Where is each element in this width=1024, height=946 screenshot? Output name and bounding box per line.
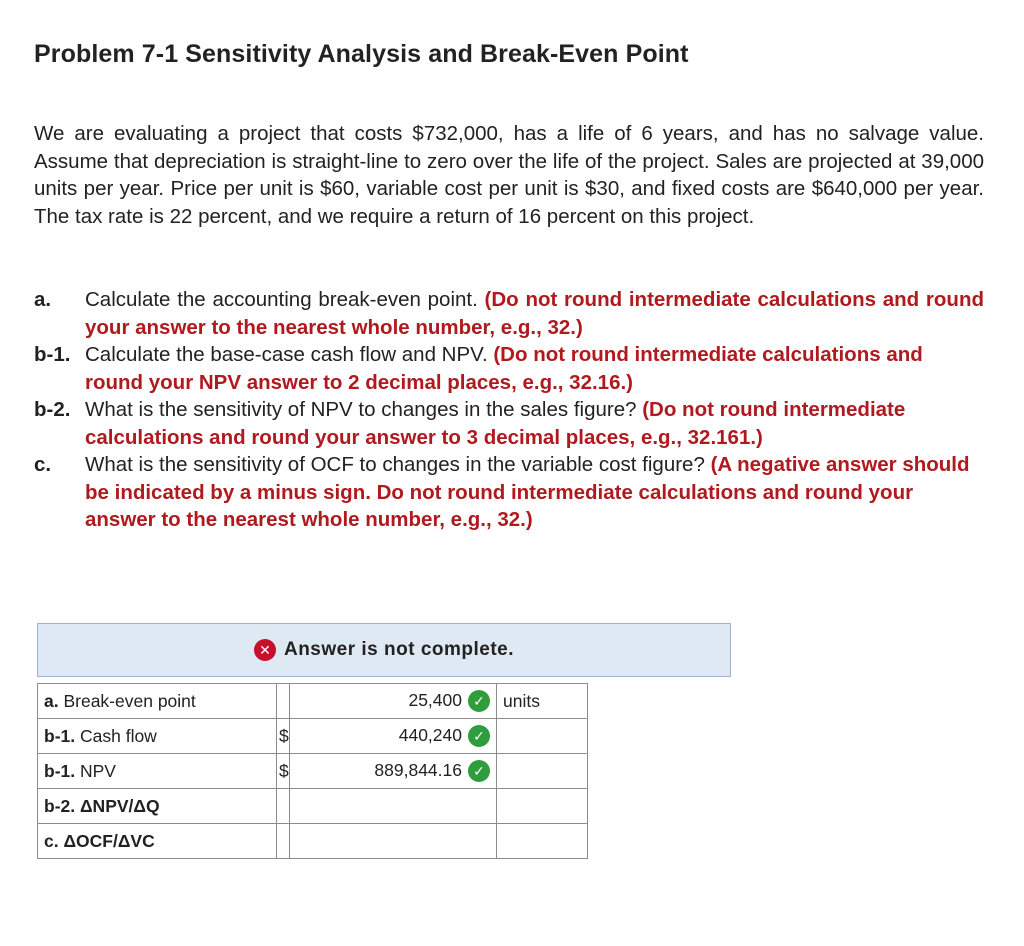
answer-table	[37, 683, 588, 859]
answer-input[interactable]: 889,844.16 ✓	[290, 754, 497, 789]
question-text: What is the sensitivity of OCF to changes in the variable cost figure?	[85, 453, 705, 476]
currency-symbol	[277, 684, 290, 719]
currency-symbol: $	[277, 719, 290, 754]
question-label: c.	[34, 453, 52, 476]
question-label: b-1.	[34, 343, 71, 366]
table-row	[38, 754, 588, 789]
question-text: Calculate the accounting break-even point.	[85, 288, 478, 311]
check-circle-icon: ✓	[468, 690, 490, 712]
answer-input[interactable]: 440,240 ✓	[290, 719, 497, 754]
unit-label	[497, 754, 588, 789]
question-note: (A negative answer should be indicated by a minus sign. Do not round intermediate calculations and round your answer to the nearest whole number, e.g., 32.)	[85, 453, 970, 531]
answer-input[interactable]: 25,400 ✓	[290, 684, 497, 719]
question-note: (Do not round intermediate calculations and round your NPV answer to 2 decimal places, e.g., 32.16.)	[85, 343, 923, 394]
question-c	[34, 451, 984, 534]
check-circle-icon: ✓	[468, 725, 490, 747]
question-text: What is the sensitivity of NPV to changes in the sales figure?	[85, 398, 637, 421]
row-label: a. Break-even point	[38, 684, 277, 719]
question-a	[34, 286, 984, 341]
answer-input[interactable]	[290, 824, 497, 859]
currency-symbol: $	[277, 754, 290, 789]
table-row	[38, 719, 588, 754]
question-note: (Do not round intermediate calculations and round your answer to 3 decimal places, e.g., 32.161.)	[85, 398, 906, 449]
question-label: a.	[34, 288, 52, 311]
unit-label	[497, 719, 588, 754]
row-label: b-2. ΔNPV/ΔQ	[38, 789, 277, 824]
problem-intro: We are evaluating a project that costs $732,000, has a life of 6 years, and has no salvage value. Assume that depreciation is straight-line to zero over the life of the project. Sales are projected at 39,000 units per year. Price per unit is $60, variable cost per unit is $30, and fixed costs are $640,000 per year. The tax rate is 22 percent, and we require a return of 16 percent on this project.	[34, 122, 984, 228]
problem-title: Problem 7-1 Sensitivity Analysis and Break-Even Point	[34, 40, 689, 68]
x-circle-icon: ✕	[254, 639, 276, 661]
row-label: c. ΔOCF/ΔVC	[38, 824, 277, 859]
question-label: b-2.	[34, 398, 71, 421]
row-label: b-1. NPV	[38, 754, 277, 789]
question-b2	[34, 396, 984, 451]
unit-label	[497, 789, 588, 824]
unit-label	[497, 824, 588, 859]
unit-label: units	[497, 684, 588, 719]
currency-symbol	[277, 824, 290, 859]
question-b1	[34, 341, 984, 396]
currency-symbol	[277, 789, 290, 824]
answer-input[interactable]	[290, 789, 497, 824]
question-list	[34, 286, 984, 534]
question-text: Calculate the base-case cash flow and NPV.	[85, 343, 488, 366]
table-row	[38, 789, 588, 824]
table-row	[38, 824, 588, 859]
question-note: (Do not round intermediate calculations and round your answer to the nearest whole number, e.g., 32.)	[85, 288, 984, 339]
answer-status-banner	[37, 623, 731, 677]
answer-status-text: Answer is not complete.	[283, 639, 515, 660]
check-circle-icon: ✓	[468, 760, 490, 782]
table-row	[38, 684, 588, 719]
row-label: b-1. Cash flow	[38, 719, 277, 754]
